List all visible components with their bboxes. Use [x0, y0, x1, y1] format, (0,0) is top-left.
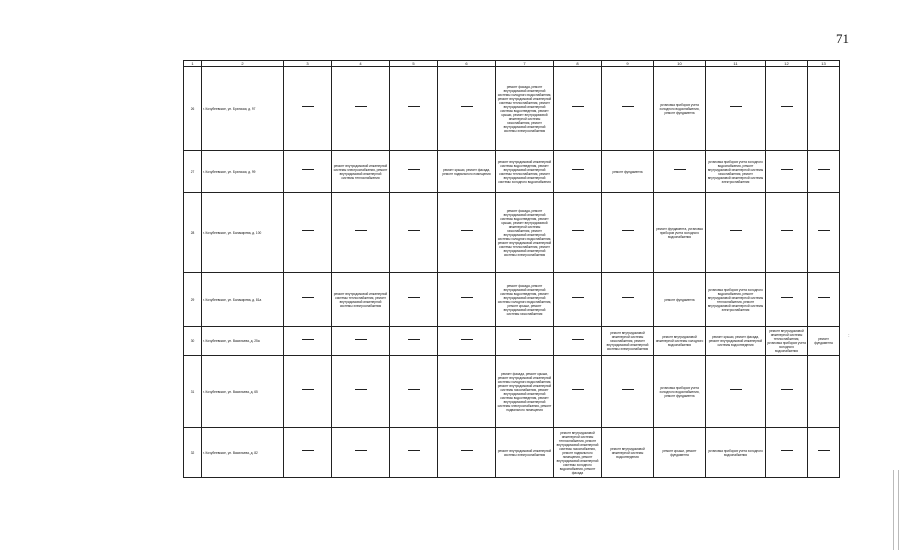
empty-dash — [572, 230, 584, 235]
work-cell: установка приборов учета холодного водоснабжения, ремонт внутридомовой инженерной системы газоснабжения, ремонт внутридомовой инженерной системы электроснабжения — [706, 151, 766, 193]
row-number: 29 — [184, 273, 202, 327]
empty-dash — [572, 297, 584, 302]
empty-dash — [730, 230, 742, 235]
empty-dash — [781, 389, 793, 394]
work-cell — [706, 193, 766, 273]
work-cell — [390, 273, 438, 327]
table-row — [184, 327, 840, 356]
work-cell — [602, 356, 654, 428]
work-cell — [766, 428, 808, 478]
empty-dash — [408, 106, 420, 111]
work-cell — [706, 356, 766, 428]
empty-dash — [622, 106, 634, 111]
work-cell — [808, 67, 840, 151]
empty-dash — [355, 106, 367, 111]
empty-dash — [622, 230, 634, 235]
work-cell: установка приборов учета холодного водоснабжения, ремонт фундамента — [654, 67, 706, 151]
work-cell — [332, 356, 390, 428]
work-cell — [438, 327, 496, 356]
address-cell: г. Кочубеевское, ул. Васильева, д. 65 — [202, 356, 284, 428]
scan-edge-line — [893, 470, 894, 550]
address-cell: г. Кочубеевское, ул. Братская, д. 99 — [202, 151, 284, 193]
row-number: 26 — [184, 67, 202, 151]
column-header: 1 — [184, 61, 202, 67]
empty-dash — [674, 169, 686, 174]
address-cell: г. Кочубеевское, ул. Васильева, д. 25а — [202, 327, 284, 356]
work-cell — [706, 67, 766, 151]
empty-dash — [408, 339, 420, 344]
scan-edge-line — [898, 470, 899, 550]
row-number: 30 — [184, 327, 202, 356]
table-row — [184, 356, 840, 428]
empty-dash — [408, 297, 420, 302]
table-row — [184, 67, 840, 151]
work-cell — [332, 327, 390, 356]
empty-dash — [461, 450, 473, 455]
work-cell — [332, 193, 390, 273]
empty-dash — [302, 169, 314, 174]
work-cell — [332, 67, 390, 151]
work-cell — [438, 428, 496, 478]
work-cell: ремонт фундамента, установка приборов учета холодного водоснабжения — [654, 193, 706, 273]
work-cell: установка приборов учета холодного водоснабжения, ремонт фундамента — [654, 356, 706, 428]
work-cell: ремонт крыши, ремонт фундамента — [654, 428, 706, 478]
work-cell — [554, 273, 602, 327]
column-header: 13 — [808, 61, 840, 67]
work-cell — [766, 273, 808, 327]
work-cell — [284, 327, 332, 356]
empty-dash — [730, 106, 742, 111]
empty-dash — [781, 297, 793, 302]
empty-dash — [355, 450, 367, 455]
work-cell — [284, 356, 332, 428]
empty-dash — [408, 450, 420, 455]
work-cell — [808, 193, 840, 273]
work-cell — [602, 67, 654, 151]
column-header: 2 — [202, 61, 284, 67]
work-cell — [808, 151, 840, 193]
column-header: 11 — [706, 61, 766, 67]
empty-dash — [302, 297, 314, 302]
address-cell: г. Кочубеевское, ул. Балакирева, д. 100 — [202, 193, 284, 273]
empty-dash — [302, 106, 314, 111]
table-row — [184, 273, 840, 327]
work-cell — [554, 193, 602, 273]
work-cell: ремонт внутридомовой инженерной системы газоснабжения, ремонт внутридомовой инженерной системы электроснабжения — [602, 327, 654, 356]
empty-dash — [572, 169, 584, 174]
column-header: 4 — [332, 61, 390, 67]
work-cell: ремонт внутридомовой инженерной системы электроснабжения, ремонт внутридомовой инженерной системы теплоснабжения — [332, 151, 390, 193]
work-cell — [766, 151, 808, 193]
empty-dash — [781, 230, 793, 235]
empty-dash — [622, 297, 634, 302]
column-header: 7 — [496, 61, 554, 67]
work-cell: ремонт фундамента — [808, 327, 840, 356]
work-cell — [554, 67, 602, 151]
empty-dash — [818, 450, 830, 455]
work-cell — [808, 273, 840, 327]
work-cell — [390, 67, 438, 151]
work-cell — [554, 151, 602, 193]
work-cell: ремонт фасада, ремонт внутридомовой инженерной системы холодного водоснабжения, ремонт внутридомовой инженерной системы теплоснабжения, ремонт внутридомовой инженерной системы водоотведения, ремонт крыши, ремонт внутридомовой инженерной системы газоснабжения, ремонт внутридомовой инженерной системы электроснабжения — [496, 67, 554, 151]
work-cell — [554, 356, 602, 428]
work-cell — [284, 67, 332, 151]
work-cell — [390, 428, 438, 478]
empty-dash — [519, 339, 531, 344]
column-header: 9 — [602, 61, 654, 67]
repair-schedule-table — [183, 60, 840, 478]
column-header: 5 — [390, 61, 438, 67]
table-row — [184, 193, 840, 273]
work-cell — [602, 193, 654, 273]
work-cell: ремонт фундамента — [654, 273, 706, 327]
empty-dash — [408, 389, 420, 394]
work-cell: ремонт фасада, ремонт внутридомовой инженерной системы водоотведения, ремонт внутридомовой инженерной системы холодного водоснабжения, ремонт крыши, ремонт внутридомовой инженерной системы газоснабжения — [496, 273, 554, 327]
work-cell — [390, 193, 438, 273]
work-cell: ремонт фасада, ремонт крыши, ремонт внутридомовой инженерной системы холодного водоснабжения, ремонт внутридомовой инженерной системы газоснабжения, ремонт внутридомовой инженерной системы водоотведения, ремонт внутридомовой инженерной системы электроснабжения, ремонт подвального помещения — [496, 356, 554, 428]
empty-dash — [622, 389, 634, 394]
empty-dash — [461, 389, 473, 394]
work-cell — [808, 356, 840, 428]
row-number: 32 — [184, 428, 202, 478]
column-header: 3 — [284, 61, 332, 67]
empty-dash — [818, 230, 830, 235]
work-cell: ремонт внутридомовой инженерной системы теплоснабжения, ремонт внутридомовой инженерной системы газоснабжения, ремонт подвального помещения, ремонт внутридомовой инженерной системы холодного водоснабжения, ремонт фасада — [554, 428, 602, 478]
work-cell: ремонт внутридомовой инженерной системы холодного водоснабжения — [654, 327, 706, 356]
work-cell: ремонт крыши, ремонт фасада, ремонт подвального помещения — [438, 151, 496, 193]
row-number: 27 — [184, 151, 202, 193]
address-cell: г. Кочубеевское, ул. Васильева, д. 82 — [202, 428, 284, 478]
column-header: 8 — [554, 61, 602, 67]
empty-dash — [572, 389, 584, 394]
column-header: 10 — [654, 61, 706, 67]
margin-mark: : — [848, 333, 850, 339]
work-cell — [554, 327, 602, 356]
empty-dash — [355, 230, 367, 235]
work-cell — [766, 193, 808, 273]
work-cell: ремонт внутридомовой инженерной системы теплоснабжения, ремонт внутридомовой инженерной системы электроснабжения — [332, 273, 390, 327]
work-cell — [438, 67, 496, 151]
work-cell — [284, 428, 332, 478]
empty-dash — [461, 106, 473, 111]
empty-dash — [781, 450, 793, 455]
work-cell: ремонт внутридомовой инженерной системы водоотведения — [602, 428, 654, 478]
work-cell: установка приборов учета холодного водоснабжения — [706, 428, 766, 478]
work-cell — [438, 273, 496, 327]
empty-dash — [408, 169, 420, 174]
work-cell — [390, 327, 438, 356]
address-cell: г. Кочубеевское, ул. Балакирева, д. 81а — [202, 273, 284, 327]
empty-dash — [730, 389, 742, 394]
work-cell — [284, 151, 332, 193]
empty-dash — [302, 450, 314, 455]
empty-dash — [302, 230, 314, 235]
work-cell: ремонт внутридомовой инженерной системы водоотведения, ремонт внутридомовой инженерной системы теплоснабжения, ремонт внутридомовой инженерной системы холодного водоснабжения — [496, 151, 554, 193]
work-cell: ремонт фасада, ремонт внутридомовой инженерной системы водоотведения, ремонт крыши, ремонт внутридомовой инженерной системы газоснабжения, ремонт внутридомовой инженерной системы холодного водоснабжения, ремонт внутридомовой инженерной системы теплоснабжения, ремонт внутридомовой инженерной системы электроснабжения — [496, 193, 554, 273]
empty-dash — [355, 389, 367, 394]
address-cell: г. Кочубеевское, ул. Братская, д. 97 — [202, 67, 284, 151]
column-header: 12 — [766, 61, 808, 67]
work-cell — [438, 193, 496, 273]
work-cell — [654, 151, 706, 193]
row-number: 28 — [184, 193, 202, 273]
work-cell — [284, 273, 332, 327]
work-cell — [602, 273, 654, 327]
empty-dash — [818, 297, 830, 302]
empty-dash — [461, 297, 473, 302]
table-row — [184, 151, 840, 193]
row-number: 31 — [184, 356, 202, 428]
work-cell — [496, 327, 554, 356]
column-header: 6 — [438, 61, 496, 67]
empty-dash — [302, 389, 314, 394]
work-cell — [766, 356, 808, 428]
empty-dash — [572, 106, 584, 111]
empty-dash — [302, 339, 314, 344]
work-cell — [438, 356, 496, 428]
empty-dash — [781, 106, 793, 111]
work-cell: установка приборов учета холодного водоснабжения, ремонт внутридомовой инженерной системы теплоснабжения, ремонт внутридомовой инженерной системы электроснабжения — [706, 273, 766, 327]
work-cell — [766, 67, 808, 151]
work-cell — [390, 151, 438, 193]
work-cell: ремонт внутридомовой инженерной системы электроснабжения — [496, 428, 554, 478]
empty-dash — [461, 230, 473, 235]
work-cell: ремонт внутридомовой инженерной системы теплоснабжения, установка приборов учета холодного водоснабжения — [766, 327, 808, 356]
empty-dash — [355, 339, 367, 344]
work-cell: ремонт фундамента — [602, 151, 654, 193]
work-cell — [390, 356, 438, 428]
empty-dash — [572, 339, 584, 344]
work-cell — [284, 193, 332, 273]
empty-dash — [781, 169, 793, 174]
empty-dash — [408, 230, 420, 235]
table-row — [184, 428, 840, 478]
work-cell — [332, 428, 390, 478]
empty-dash — [461, 339, 473, 344]
page-number: 71 — [836, 31, 849, 46]
work-cell: ремонт крыши, ремонт фасада, ремонт внутридомовой инженерной системы водоотведения — [706, 327, 766, 356]
work-cell — [808, 428, 840, 478]
empty-dash — [818, 169, 830, 174]
